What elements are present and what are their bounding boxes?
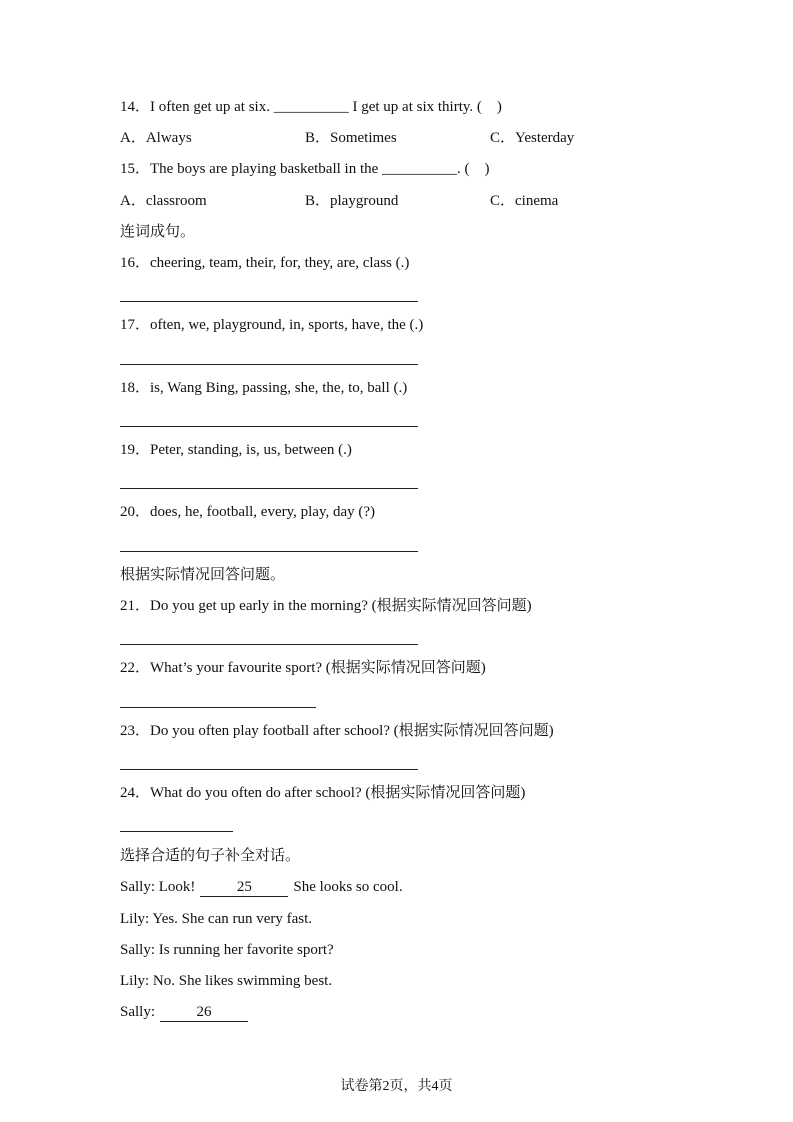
dialogue-line-1-suffix: She looks so cool.	[293, 878, 403, 895]
dialogue-line-4: Lily: No. She likes swimming best.	[120, 973, 333, 990]
answer-line-22	[120, 691, 316, 708]
dialogue-blank-26: 26	[160, 1003, 248, 1022]
question-22: 22．What’s your favourite sport? (根据实际情况回答问题)	[120, 660, 486, 677]
answer-line-19	[120, 472, 418, 489]
section-answer-header: 根据实际情况回答问题。	[120, 566, 286, 583]
question-14-options	[120, 129, 743, 147]
answer-line-24	[120, 815, 233, 832]
question-14-option-c: C．Yesterday	[490, 130, 575, 147]
dialogue-blank-25: 25	[200, 878, 288, 897]
answer-line-23	[120, 753, 418, 770]
section-rearrange-header: 连词成句。	[120, 223, 196, 240]
answer-line-16	[120, 285, 418, 302]
question-21: 21．Do you get up early in the morning? (根据实际情况回答问题)	[120, 598, 532, 614]
answer-line-21	[120, 628, 418, 645]
answer-line-20	[120, 535, 418, 552]
question-19: 19．Peter, standing, is, us, between (.)	[120, 442, 352, 459]
dialogue-line-5-prefix: Sally:	[120, 1004, 156, 1021]
question-17: 17．often, we, playground, in, sports, have, the (.)	[120, 317, 424, 334]
question-14-stem: 14．I often get up at six. __________ I get up at six thirty. ( )	[120, 99, 502, 115]
dialogue-line-5	[120, 1003, 743, 1022]
section-dialogue-header: 选择合适的句子补全对话。	[120, 847, 301, 864]
question-15-option-b: B．playground	[305, 192, 399, 209]
question-14-option-a: A．Always	[120, 130, 192, 147]
dialogue-line-1-prefix: Sally: Look!	[120, 878, 196, 895]
page-footer: 试卷第2页，共4页	[340, 1079, 453, 1094]
question-15-options	[120, 192, 743, 210]
question-24: 24．What do you often do after school? (根据实际情况回答问题)	[120, 785, 526, 802]
question-18: 18．is, Wang Bing, passing, she, the, to, ball (.)	[120, 379, 408, 396]
question-16: 16．cheering, team, their, for, they, are, class (.)	[120, 254, 410, 271]
question-15-option-c: C．cinema	[490, 192, 559, 209]
answer-line-18	[120, 410, 418, 427]
dialogue-line-1	[120, 878, 743, 897]
question-20: 20．does, he, football, every, play, day (?)	[120, 504, 376, 521]
exam-content	[120, 98, 743, 1036]
dialogue-line-2: Lily: Yes. She can run very fast.	[120, 910, 313, 927]
question-15-option-a: A．classroom	[120, 192, 207, 209]
dialogue-line-3: Sally: Is running her favorite sport?	[120, 942, 334, 959]
question-14-option-b: B．Sometimes	[305, 130, 397, 147]
question-23: 23．Do you often play football after school? (根据实际情况回答问题)	[120, 722, 554, 739]
question-15-stem: 15．The boys are playing basketball in the __________. ( )	[120, 161, 490, 178]
answer-line-17	[120, 348, 418, 365]
